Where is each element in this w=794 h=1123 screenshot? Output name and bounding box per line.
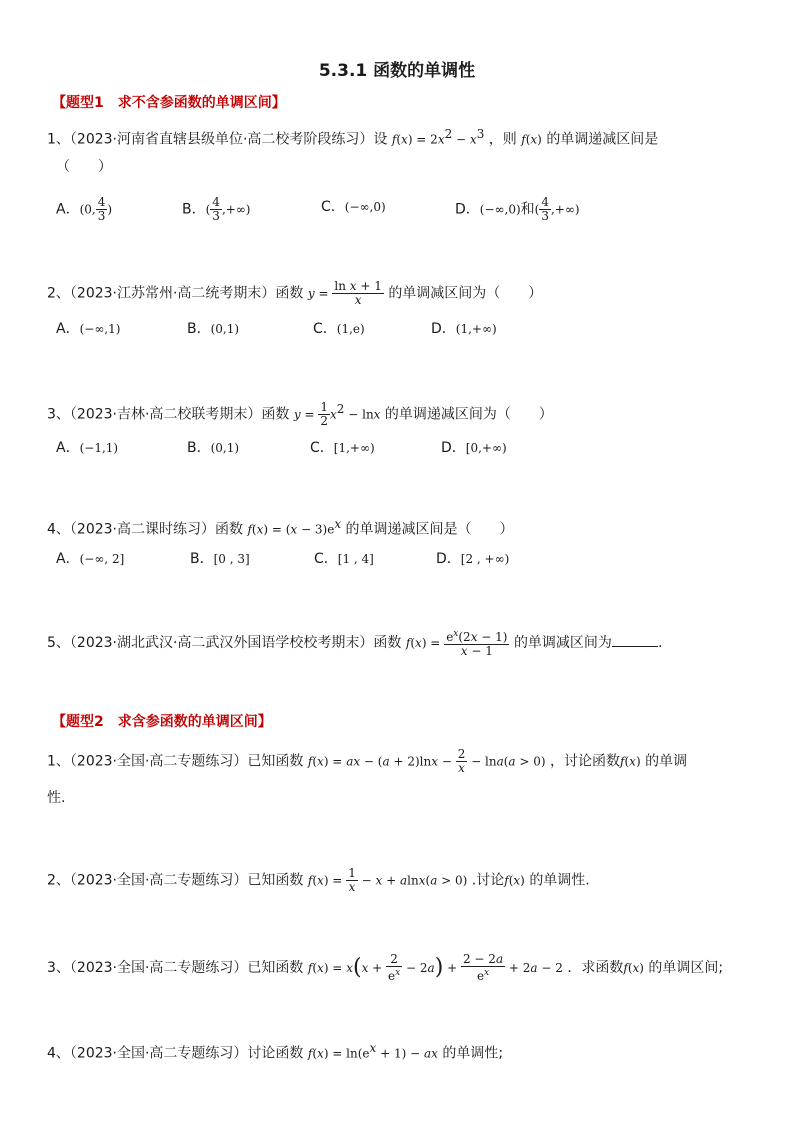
question-2-3: 3、（2023·全国·高二专题练习）已知函数 f(x) = x(x + $\frac{2}{e^x}$ − 2a) + $\frac{2 - 2a}{e^x}$ + 2a − 2 ．求函数f(x) 的单调区间; <box>47 952 724 983</box>
q-mid: ．求函数 <box>567 960 624 976</box>
option-b: B．(0,1) <box>187 321 240 337</box>
q-prefix: 2、（2023·全国·高二专题练习）已知函数 <box>47 872 304 889</box>
q-prefix: 3、（2023·吉林·高二校联考期末）函数 <box>47 406 290 423</box>
formula: f <box>307 873 313 888</box>
question-2-4: 4、（2023·全国·高二专题练习）讨论函数 $f(x) = \ln(e^x + 1)$ − ax 的单调性; <box>47 1041 504 1062</box>
q-mid: ，讨论函数 <box>550 753 621 770</box>
option-d: D．[0,+∞) <box>441 440 507 456</box>
formula: f <box>405 636 411 650</box>
q-suffix: 的单调递减区间为（ ） <box>384 406 553 423</box>
section-2-header: 【题型2 求含参函数的单调区间】 <box>52 714 272 730</box>
q-suffix: 的单调递减区间是 <box>546 131 659 148</box>
option-a: A．(−∞,1) <box>56 321 121 337</box>
q-suffix: 的单调性; <box>442 1045 504 1062</box>
q-prefix: 2、（2023·江苏常州·高二统考期末）函数 <box>47 285 304 302</box>
formula: y <box>293 407 301 422</box>
q-mid: .讨论 <box>471 872 505 889</box>
formula: f <box>307 754 313 769</box>
page-title: 5.3.1 函数的单调性 <box>318 61 476 81</box>
q-prefix: 4、（2023·全国·高二专题练习）讨论函数 <box>47 1045 304 1062</box>
option-c: C．(1,e) <box>313 321 365 337</box>
q-suffix: 的单调递减区间是（ ） <box>345 521 514 538</box>
formula: f <box>521 132 526 147</box>
question-2-1: 1、（2023·全国·高二专题练习）已知函数 f(x) = ax − (a + 2)lnx − $\frac{2}{x}$ − lna(a > 0) ，讨论函数f(x) 的单调 <box>47 747 688 775</box>
option-a: A．(−1,1) <box>56 440 119 456</box>
answer-paren: （ ） <box>56 159 112 175</box>
q-prefix: 3、（2023·全国·高二专题练习）已知函数 <box>47 960 304 976</box>
option-a: A．(0, $\frac{4}{3}$ ) <box>56 195 113 223</box>
q-suffix: 的单调减区间为 <box>513 635 612 651</box>
q-suffix: 的单调性. <box>529 872 590 889</box>
question-1-1: 1、（2023·河南省直辖县级单位·高二校考阶段练习）设 $f(x) = 2x^2 - x^3$ ，则 f(x) 的单调递减区间是 <box>47 127 659 148</box>
question-1-2: 2、（2023·江苏常州·高二统考期末）函数 y = $\frac{\text{ln x + 1}}{x}$ 的单调减区间为（ ） <box>47 279 543 307</box>
q-mid: ，则 <box>488 131 517 148</box>
question-1-3: 3、（2023·吉林·高二校联考期末）函数 y = $\frac{1}{2}$ $x^2 - \ln x$ 的单调递减区间为（ ） <box>47 400 553 429</box>
formula: f <box>247 522 252 537</box>
formula: f <box>391 132 397 147</box>
option-d: D．[2 , +∞) <box>436 551 510 567</box>
option-b: B．(0,1) <box>187 440 240 456</box>
section-1-header: 【题型1 求不含参函数的单调区间】 <box>52 95 286 111</box>
option-b: B．[0 , 3] <box>190 551 250 567</box>
formula: y <box>307 286 315 301</box>
q-prefix: 1、（2023·全国·高二专题练习）已知函数 <box>47 753 304 770</box>
q-prefix: 5、（2023·湖北武汉·高二武汉外国语学校校考期末）函数 <box>47 635 402 651</box>
question-2-1-line2: 性. <box>47 790 66 806</box>
option-b: B．( $\frac{4}{3}$ ,+∞) <box>182 195 251 223</box>
option-c: C．(−∞,0) <box>321 199 386 215</box>
option-label: B． <box>182 201 206 218</box>
question-1-4: 4、（2023·高二课时练习）函数 $f(x) = (x - 3)e^x$ 的单调递减区间是（ ） <box>47 517 514 538</box>
formula: f <box>307 1046 313 1061</box>
option-a: A．(−∞, 2] <box>56 551 125 567</box>
q-suffix: 的单调减区间为（ ） <box>388 285 543 302</box>
option-d: D．(−∞,0)和( $\frac{4}{3}$ ,+∞) <box>455 195 580 223</box>
option-label: D． <box>455 201 480 218</box>
question-1-5: 5、（2023·湖北武汉·高二武汉外国语学校校考期末）函数 f(x) = $\frac{e^x(2x - 1)}{x - 1}$ 的单调减区间为 . <box>47 629 663 658</box>
option-c: C．[1 , 4] <box>314 551 374 567</box>
answer-blank[interactable] <box>612 632 658 647</box>
formula: f <box>307 961 313 975</box>
q-prefix: 4、（2023·高二课时练习）函数 <box>47 521 243 538</box>
q-prefix: 1、（2023·河南省直辖县级单位·高二校考阶段练习）设 <box>47 131 388 148</box>
option-label: C． <box>321 199 345 215</box>
option-d: D．(1,+∞) <box>431 321 497 337</box>
question-2-2: 2、（2023·全国·高二专题练习）已知函数 f(x) = $\frac{1}{x}$ − x + alnx(a > 0) .讨论f(x) 的单调性. <box>47 866 590 894</box>
option-c: C．[1,+∞) <box>310 440 375 456</box>
q-suffix: 的单调区间; <box>648 960 724 976</box>
q-suffix: 的单调 <box>645 753 688 770</box>
option-label: A． <box>56 201 80 218</box>
